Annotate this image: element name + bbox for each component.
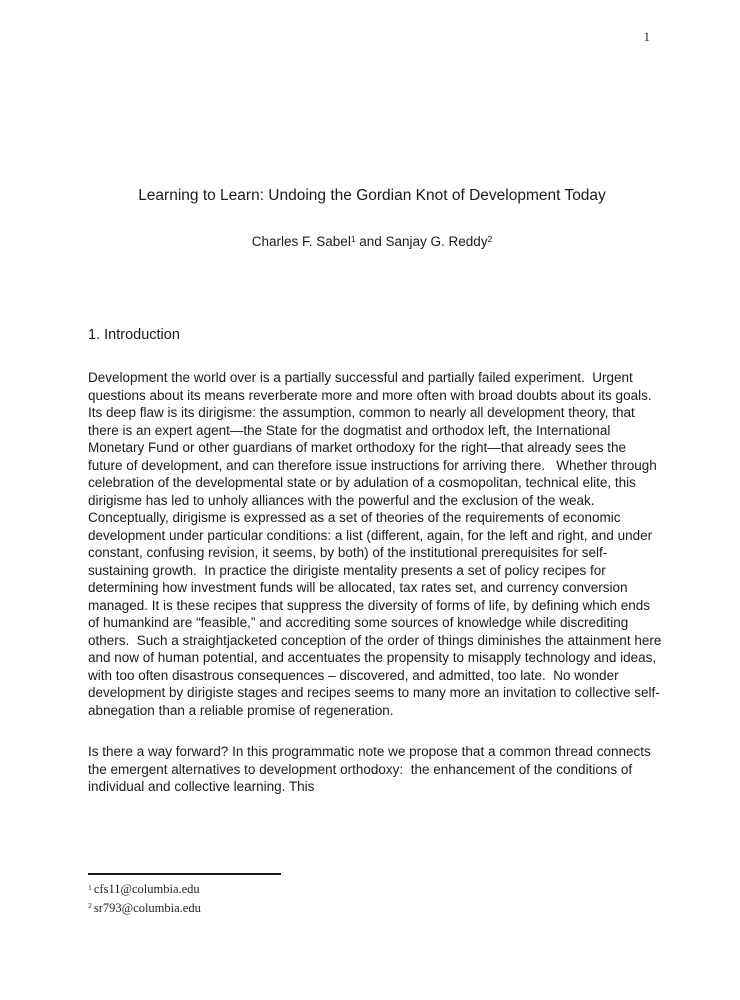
author-2: Sanjay G. Reddy	[385, 234, 488, 249]
footnote-1-email: cfs11@columbia.edu	[93, 882, 200, 896]
footnote-2-marker: 2	[88, 901, 92, 911]
footnote-separator-rule	[88, 873, 281, 875]
paragraph-1: Development the world over is a partially successful and partially failed experiment. Urgent questions about its means reverberate more and more often with broad doubts about its goals. Its deep flaw is its dirigisme: the assumption, common to nearly all development theory, that there is an expert agent—the State for the dogmatist and orthodox left, the International Monetary Fund or other guardians of market orthodoxy for the right—that already sees the future of development, and can therefore issue instructions for arriving there. Whether through celebration of the developmental state or by adulation of a cosmopolitan, technical elite, this dirigisme has led to unholy alliances with the powerful and the exclusion of the weak. Conceptually, dirigisme is expressed as a set of theories of the requirements of economic development under particular conditions: a list (different, again, for the left and right, and under constant, confusing revision, it seems, by both) of the institutional prerequisites for self-sustaining growth. In practice the dirigiste mentality presents a set of policy recipes for determining how investment funds will be allocated, tax rates set, and currency conversion managed. It is these recipes that suppress the diversity of forms of life, by defining which ends of humankind are “feasible,” and accrediting some sources of knowledge while discrediting others. Such a straightjacketed conception of the order of things diminishes the attainment here and now of human potential, and accentuates the propensity to misapply technology and ideas, with too often disastrous consequences – discovered, and admitted, too late. No wonder development by dirigiste stages and recipes seems to many more an invitation to collective self-abnegation than a reliable promise of regeneration.	[88, 370, 666, 718]
footnote-2	[88, 900, 662, 919]
body-text	[88, 369, 666, 820]
section-heading-introduction: 1. Introduction	[88, 327, 180, 343]
author-1-footnote-marker: 1	[350, 234, 356, 245]
footnote-2-email: sr793@columbia.edu	[93, 900, 201, 915]
footnote-1	[88, 881, 662, 900]
author-1: Charles F. Sabel	[251, 234, 351, 249]
paper-title: Learning to Learn: Undoing the Gordian Knot of Development Today	[138, 187, 606, 204]
footnote-1-marker: 1	[88, 882, 92, 892]
authors-connector: and	[355, 234, 386, 249]
footnotes-block	[88, 873, 662, 918]
authors-line	[83, 233, 661, 252]
author-2-footnote-marker: 2	[487, 234, 493, 245]
paragraph-2: Is there a way forward? In this programmatic note we propose that a common thread connects the emergent alternatives to development orthodoxy: the enhancement of the conditions of individual and collective learning. This	[88, 744, 655, 794]
page-number: 1	[643, 29, 650, 44]
